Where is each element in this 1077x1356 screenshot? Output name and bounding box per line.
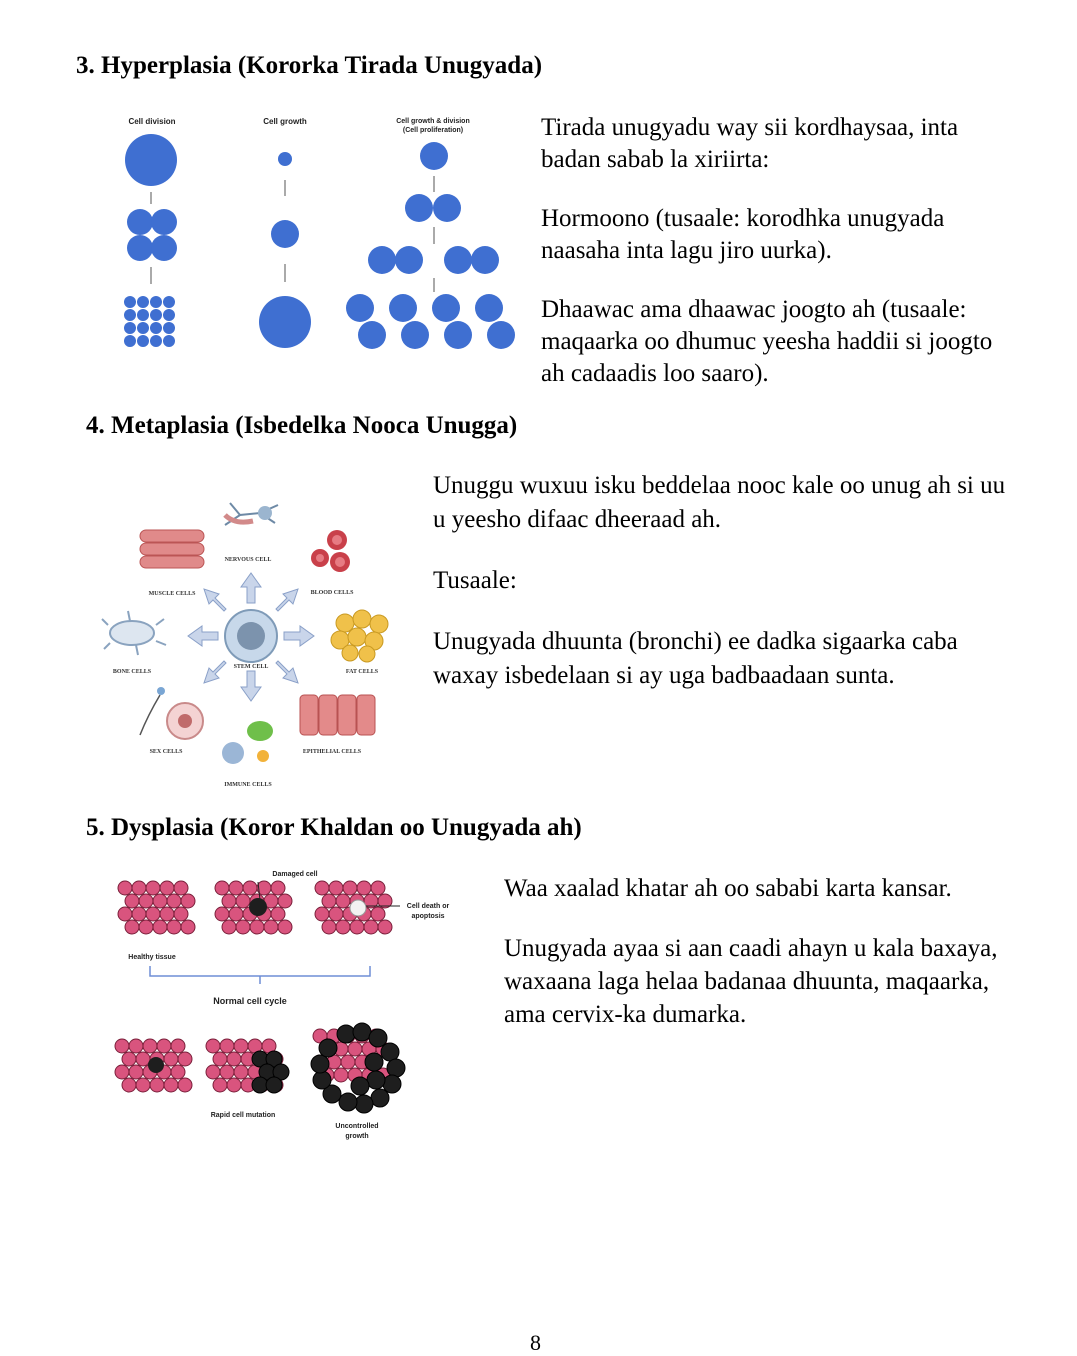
epithelial-cells-icon [300,695,375,735]
hyperplasia-figure [110,112,530,362]
page-number: 8 [530,1330,541,1355]
immune-cells-icon [222,721,273,764]
healthy-tissue-label: Healthy tissue [128,954,176,961]
section-3-paragraph-3: Dhaawac ama dhaawac joogto ah (tusaale: maqaarka oo dhumuc yeesha haddii si joogto ah cadaadis loo saaro). [541,296,993,387]
bone-cells-label: BONE CELLS [112,669,152,675]
section-4-text [433,469,1013,693]
sex-cells-label: SEX CELLS [149,749,183,755]
section-4-paragraph-3: Unugyada dhuunta (bronchi) ee dadka sigaarka caba waxay isbedelaan si ay uga badbaadaan sunta. [433,628,958,689]
fat-cells-label: FAT CELLS [345,669,379,675]
bone-cells-icon [102,611,166,655]
rapid-mutation-label: Rapid cell mutation [210,1112,276,1119]
nervous-cell-label: NERVOUS CELL [224,557,272,563]
hyper-label-proliferation-2: (Cell proliferation) [402,127,464,134]
muscle-cells-icon [140,530,204,568]
stem-cell-label: STEM CELL [233,664,269,670]
section-4-paragraph-2: Tusaale: [433,567,517,594]
section-4-paragraph-1: Unuggu wuxuu isku beddelaa nooc kale oo unug ah si uu u yeesho difaac dheeraad ah. [433,472,1006,533]
uncontrolled-growth-label-2: growth [345,1133,369,1140]
hyper-label-growth: Cell growth [263,117,307,126]
fat-cells-icon [331,610,388,662]
cell-death-label-1: Cell death or [406,903,450,910]
section-5-paragraph-1: Waa xaalad khatar ah oo sababi karta kansar. [504,875,952,902]
blood-cells-label: BLOOD CELLS [310,590,354,596]
section-5-text [504,872,1004,1031]
cell-death-label-2: apoptosis [411,913,445,920]
section-4-heading: 4. Metaplasia (Isbedelka Nooca Unugga) [86,412,518,439]
hyper-cells [124,134,515,349]
muscle-cells-label: MUSCLE CELLS [148,591,196,597]
blood-cells-icon [311,530,350,572]
immune-cells-label: IMMUNE CELLS [224,782,272,788]
section-3-paragraph-1: Tirada unugyadu way sii kordhaysaa, inta badan sabab la xiriirta: [541,114,959,173]
dysplasia-figure [110,866,470,1146]
section-3-text [541,112,1001,390]
damaged-cell-label: Damaged cell [272,871,318,878]
section-3-heading: 3. Hyperplasia (Kororka Tirada Unugyada) [76,52,543,79]
normal-cell-cycle-label: Normal cell cycle [213,996,287,1006]
sex-cells-icon [140,687,203,739]
metaplasia-figure [100,485,410,795]
epithelial-cells-label: EPITHELIAL CELLS [302,749,362,755]
hyper-label-division: Cell division [128,117,176,126]
section-3-paragraph-2: Hormoono (tusaale: korodhka unugyada naasaha inta lagu jiro uurka). [541,205,945,264]
section-5-paragraph-2: Unugyada ayaa si aan caadi ahayn u kala baxaya, waxaana laga helaa badanaa dhuunta, maqaarka, ama cervix-ka dumarka. [504,935,998,1028]
uncontrolled-growth-label-1: Uncontrolled [335,1123,379,1130]
hyper-label-proliferation-1: Cell growth & division [396,118,470,125]
section-5-heading: 5. Dysplasia (Koror Khaldan oo Unugyada ah) [86,814,582,841]
